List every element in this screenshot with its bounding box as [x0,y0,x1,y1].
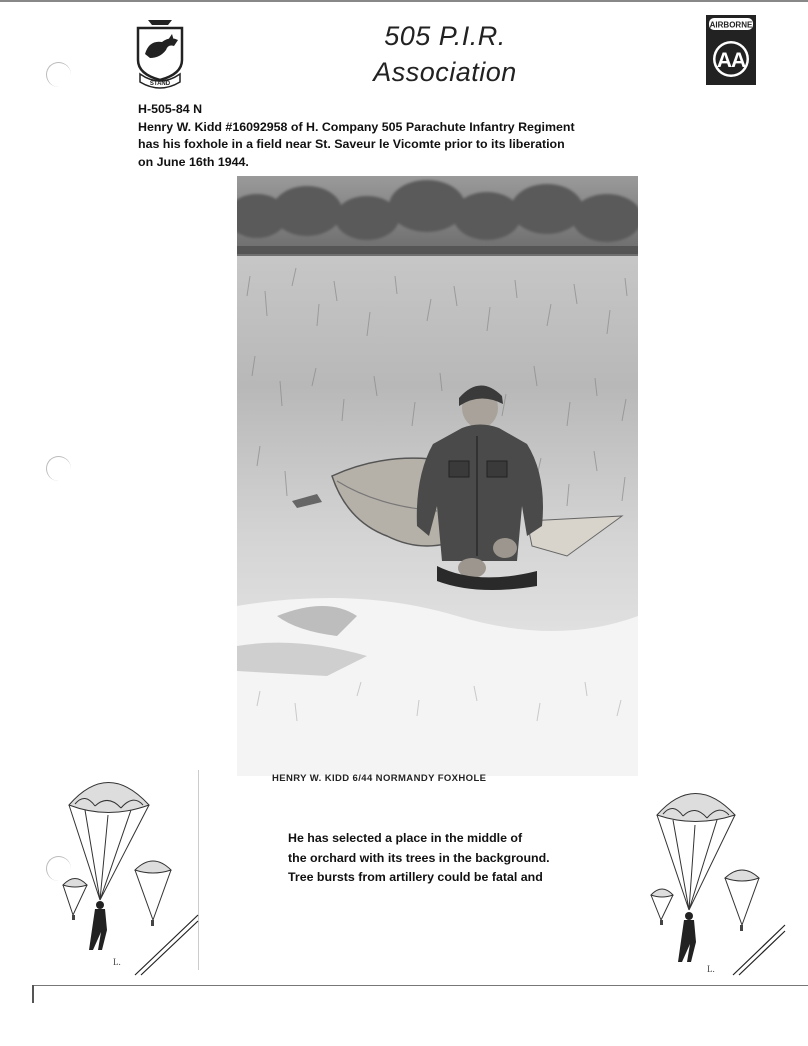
paratroopers-descending-icon [645,780,795,980]
body-text [288,829,668,888]
body-line-1: He has selected a place in the middle of [288,831,523,845]
scan-edge-bottom [32,985,808,986]
crest-ribbon-text: STAND [149,81,171,87]
photo-description [138,101,718,171]
foxhole-photo [237,176,638,776]
airborne-tab-text: AIRBORNE [709,20,753,30]
page-title [340,18,550,90]
punch-hole [46,456,71,481]
punch-hole [46,62,71,87]
art-signature: L. [707,964,715,974]
reference-id: H-505-84 N [138,102,203,116]
title-line-1: 505 P.I.R. [384,21,506,51]
scan-edge-left [32,985,34,1003]
patch-letters: AA [716,49,746,72]
scan-edge [0,0,808,2]
82nd-airborne-patch-icon [705,14,757,86]
body-line-2: the orchard with its trees in the background. [288,850,550,865]
photo-caption: HENRY W. KIDD 6/44 NORMANDY FOXHOLE [272,773,487,784]
description-line-3: on June 16th 1944. [138,154,249,169]
art-signature: L. [113,957,121,967]
regimental-crest-icon [132,16,188,90]
paratroopers-descending-icon [55,770,205,980]
description-line-2: has his foxhole in a field near St. Saveur le Vicomte prior to its liberation [138,137,565,151]
body-line-3: Tree bursts from artillery could be fatal and [288,870,543,884]
title-line-2: Association [373,57,517,87]
description-line-1: Henry W. Kidd #16092958 of H. Company 505 Parachute Infantry Regiment [138,119,575,134]
